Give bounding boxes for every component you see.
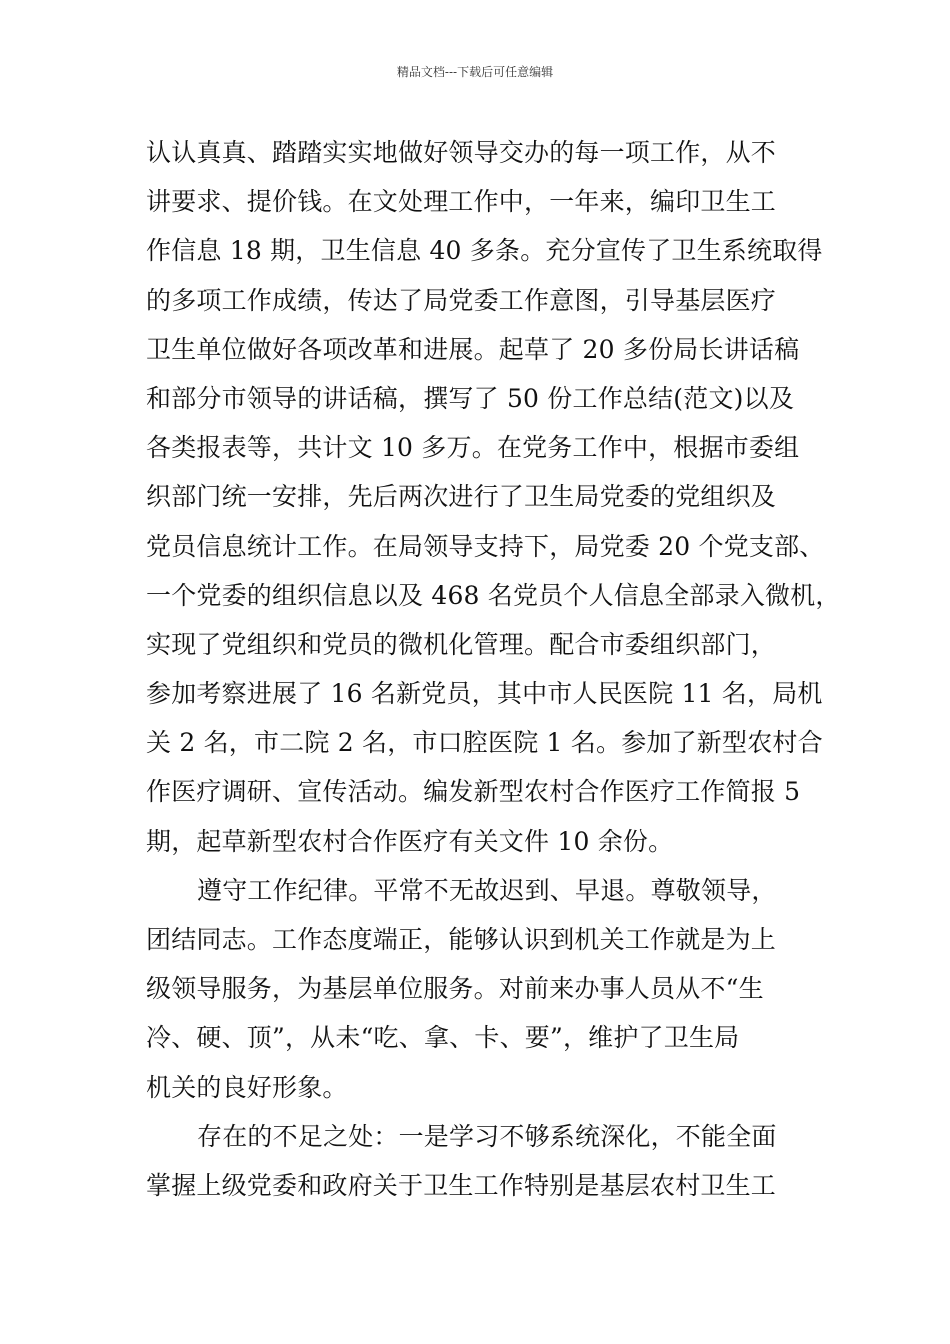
text-line: 党员信息统计工作。在局领导支持下，局党委 20 个党支部、 bbox=[146, 531, 825, 561]
text-line: 作信息 18 期，卫生信息 40 多条。充分宣传了卫生系统取得 bbox=[146, 236, 823, 266]
text-line: 机关的良好形象。 bbox=[146, 1072, 348, 1102]
text-line: 关 2 名，市二院 2 名，市口腔医院 1 名。参加了新型农村合 bbox=[146, 728, 823, 758]
paragraph-start-line: 存在的不足之处：一是学习不够系统深化，不能全面 bbox=[197, 1121, 777, 1151]
text-line: 认认真真、踏踏实实地做好领导交办的每一项工作，从不 bbox=[146, 138, 777, 167]
text-line: 实现了党组织和党员的微机化管理。配合市委组织部门， bbox=[146, 629, 777, 659]
text-line: 卫生单位做好各项改革和进展。起草了 20 多份局长讲话稿 bbox=[146, 334, 800, 364]
body-text bbox=[146, 128, 841, 1210]
text-line: 的多项工作成绩，传达了局党委工作意图，引导基层医疗 bbox=[146, 285, 777, 315]
text-line: 作医疗调研、宣传活动。编发新型农村合作医疗工作简报 5 bbox=[146, 777, 801, 807]
paragraph-start-line: 遵守工作纪律。平常不无故迟到、早退。尊敬领导， bbox=[197, 875, 777, 905]
text-line: 级领导服务，为基层单位服务。对前来办事人员从不“生 bbox=[146, 974, 764, 1004]
text-line: 织部门统一安排，先后两次进行了卫生局党委的党组织及 bbox=[146, 482, 777, 512]
text-line: 掌握上级党委和政府关于卫生工作特别是基层农村卫生工 bbox=[146, 1170, 777, 1200]
text-line: 参加考察进展了 16 名新党员，其中市人民医院 11 名，局机 bbox=[146, 679, 823, 709]
text-line: 冷、硬、顶”，从未“吃、拿、卡、要”，维护了卫生局 bbox=[146, 1023, 740, 1053]
text-line: 一个党委的组织信息以及 468 名党员个人信息全部录入微机， bbox=[146, 580, 841, 610]
text-line: 期，起草新型农村合作医疗有关文件 10 余份。 bbox=[146, 826, 674, 856]
text-line: 和部分市领导的讲话稿，撰写了 50 份工作总结(范文)以及 bbox=[146, 383, 795, 413]
text-line: 团结同志。工作态度端正，能够认识到机关工作就是为上 bbox=[146, 925, 777, 954]
text-line: 各类报表等，共计文 10 多万。在党务工作中，根据市委组 bbox=[146, 433, 800, 463]
text-line: 讲要求、提价钱。在文处理工作中，一年来，编印卫生工 bbox=[146, 187, 777, 217]
page-header: 精品文档---下载后可任意编辑 bbox=[396, 65, 554, 79]
